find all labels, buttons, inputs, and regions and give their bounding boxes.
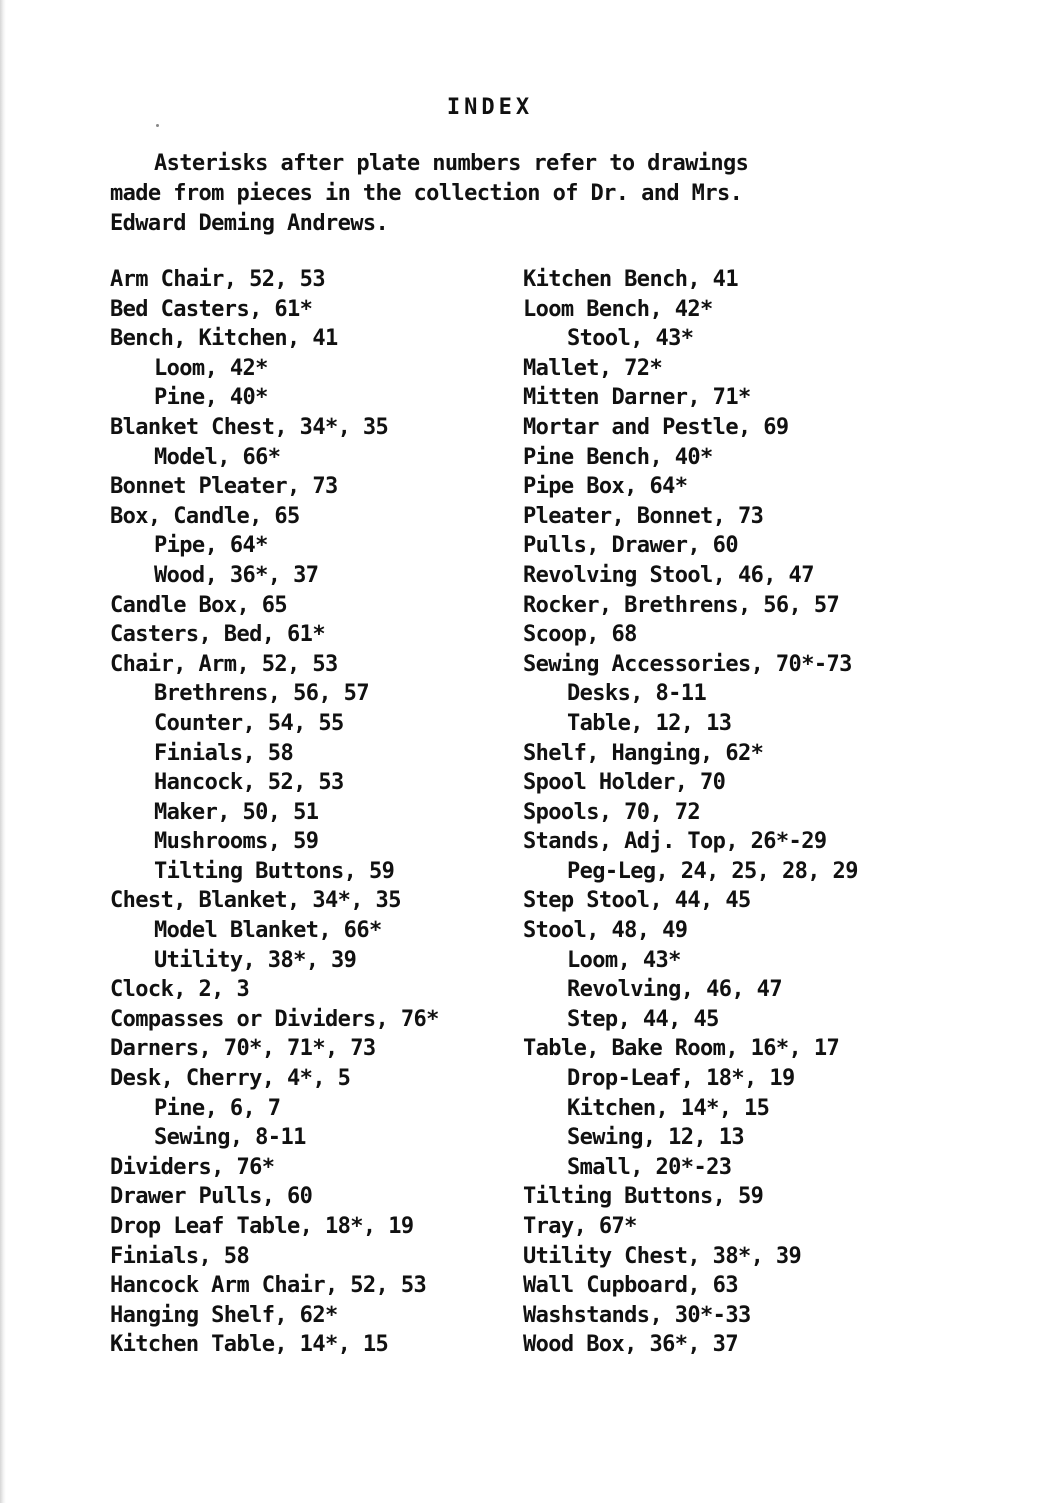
index-entry: Bed Casters, 61* [110, 296, 313, 322]
index-entry: Pipe Box, 64* [523, 474, 688, 500]
index-entry: Pleater, Bonnet, 73 [523, 503, 764, 529]
index-entry: Stands, Adj. Top, 26*-29 [523, 829, 827, 855]
index-entry: Darners, 70*, 71*, 73 [110, 1036, 376, 1062]
intro-line: made from pieces in the collection of Dr. and Mrs. [110, 181, 743, 206]
index-entry: Kitchen Bench, 41 [523, 267, 738, 292]
index-entry: Spools, 70, 72 [523, 799, 701, 825]
index-entry: Hancock Arm Chair, 52, 53 [110, 1273, 427, 1299]
intro-line: Asterisks after plate numbers refer to drawings [154, 151, 749, 176]
index-entry: Pine Bench, 40* [523, 444, 713, 470]
index-entry: Desk, Cherry, 4*, 5 [110, 1066, 351, 1092]
index-subentry: Pine, 6, 7 [154, 1095, 281, 1121]
index-entry: Finials, 58 [110, 1243, 250, 1269]
index-entry: Chair, Arm, 52, 53 [110, 651, 338, 677]
index-subentry: Wood, 36*, 37 [154, 562, 319, 588]
scan-speck [156, 124, 159, 127]
index-entry: Rocker, Brethrens, 56, 57 [523, 592, 840, 618]
index-entry: Tray, 67* [523, 1214, 637, 1239]
index-entry: Revolving Stool, 46, 47 [523, 562, 814, 588]
index-column-right [523, 265, 923, 1360]
index-entry: Chest, Blanket, 34*, 35 [110, 888, 401, 914]
index-subentry: Hancock, 52, 53 [154, 770, 344, 796]
index-entry: Wood Box, 36*, 37 [523, 1332, 738, 1358]
index-subentry: Pipe, 64* [154, 533, 268, 559]
index-subentry: Finials, 58 [154, 740, 294, 766]
page-title: INDEX [446, 95, 534, 120]
index-entry: Arm Chair, 52, 53 [110, 267, 325, 292]
index-entry: Step Stool, 44, 45 [523, 888, 751, 914]
index-subentry: Model Blanket, 66* [154, 918, 382, 944]
index-subentry: Mushrooms, 59 [154, 829, 319, 855]
index-entry: Compasses or Dividers, 76* [110, 1006, 439, 1032]
index-entry: Casters, Bed, 61* [110, 622, 325, 648]
index-column-left [110, 265, 510, 1360]
index-entry: Drawer Pulls, 60 [110, 1184, 313, 1210]
scan-edge-shadow [0, 0, 6, 1503]
index-entry: Sewing Accessories, 70*-73 [523, 651, 852, 677]
index-subentry: Model, 66* [154, 444, 281, 470]
index-subentry: Small, 20*-23 [567, 1154, 732, 1180]
intro-line: Edward Deming Andrews. [110, 211, 389, 236]
index-entry: Bench, Kitchen, 41 [110, 326, 338, 352]
index-subentry: Loom, 43* [567, 947, 681, 973]
index-entry: Wall Cupboard, 63 [523, 1273, 738, 1299]
index-entry: Washstands, 30*-33 [523, 1302, 751, 1328]
index-subentry: Kitchen, 14*, 15 [567, 1095, 770, 1121]
index-entry: Blanket Chest, 34*, 35 [110, 414, 389, 440]
index-entry: Drop Leaf Table, 18*, 19 [110, 1214, 414, 1239]
index-entry: Table, Bake Room, 16*, 17 [523, 1036, 840, 1062]
index-entry: Mortar and Pestle, 69 [523, 414, 789, 440]
index-subentry: Loom, 42* [154, 355, 268, 381]
index-entry: Hanging Shelf, 62* [110, 1302, 338, 1328]
intro-paragraph [110, 149, 870, 239]
index-entry: Mitten Darner, 71* [523, 385, 751, 411]
index-subentry: Step, 44, 45 [567, 1006, 719, 1032]
index-entry: Box, Candle, 65 [110, 503, 300, 529]
index-subentry: Maker, 50, 51 [154, 799, 319, 825]
index-subentry: Peg-Leg, 24, 25, 28, 29 [567, 858, 858, 884]
index-entry: Clock, 2, 3 [110, 977, 250, 1003]
index-entry: Kitchen Table, 14*, 15 [110, 1332, 389, 1358]
index-subentry: Sewing, 12, 13 [567, 1125, 745, 1151]
index-subentry: Table, 12, 13 [567, 710, 732, 736]
index-subentry: Stool, 43* [567, 326, 694, 352]
index-entry: Dividers, 76* [110, 1154, 275, 1180]
index-entry: Stool, 48, 49 [523, 918, 688, 944]
index-entry: Shelf, Hanging, 62* [523, 740, 764, 766]
index-subentry: Pine, 40* [154, 385, 268, 411]
index-subentry: Tilting Buttons, 59 [154, 858, 395, 884]
index-subentry: Brethrens, 56, 57 [154, 681, 369, 707]
index-entry: Tilting Buttons, 59 [523, 1184, 764, 1210]
index-subentry: Desks, 8-11 [567, 681, 707, 707]
index-entry: Mallet, 72* [523, 355, 663, 381]
index-entry: Utility Chest, 38*, 39 [523, 1243, 802, 1269]
index-entry: Candle Box, 65 [110, 592, 288, 618]
index-entry: Loom Bench, 42* [523, 296, 713, 322]
index-subentry: Drop-Leaf, 18*, 19 [567, 1066, 795, 1092]
index-subentry: Sewing, 8-11 [154, 1125, 306, 1151]
index-entry: Pulls, Drawer, 60 [523, 533, 738, 559]
index-entry: Spool Holder, 70 [523, 770, 726, 796]
index-entry: Scoop, 68 [523, 622, 637, 648]
index-subentry: Utility, 38*, 39 [154, 947, 357, 973]
index-entry: Bonnet Pleater, 73 [110, 474, 338, 500]
index-subentry: Revolving, 46, 47 [567, 977, 782, 1003]
index-subentry: Counter, 54, 55 [154, 710, 344, 736]
